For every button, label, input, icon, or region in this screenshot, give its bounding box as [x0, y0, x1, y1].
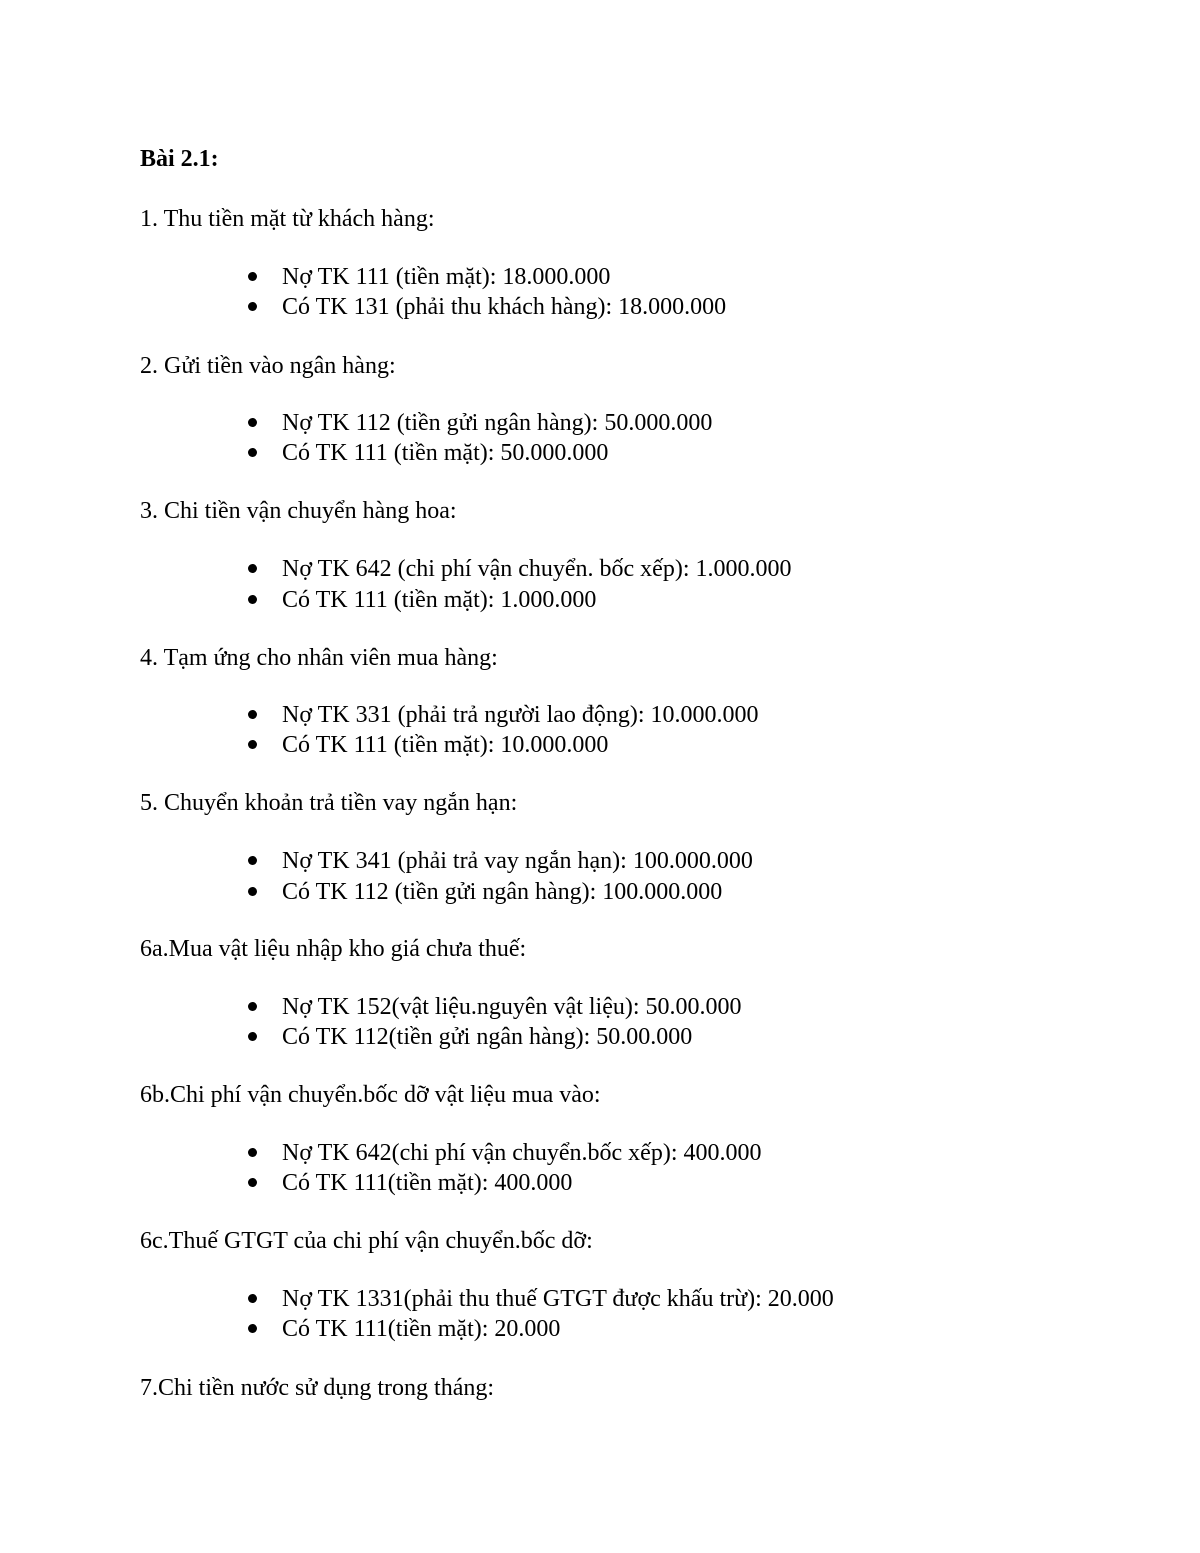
section-heading-1: 1. Thu tiền mặt từ khách hàng:	[140, 206, 435, 232]
entry-debit: Nợ TK 341 (phải trả vay ngắn hạn): 100.000.000	[282, 848, 753, 874]
bullet-icon	[248, 302, 257, 311]
section-heading-6b: 6b.Chi phí vận chuyển.bốc dỡ vật liệu mua vào:	[140, 1082, 601, 1108]
section-heading-5: 5. Chuyển khoản trả tiền vay ngắn hạn:	[140, 790, 518, 816]
bullet-icon	[248, 887, 257, 896]
entry-credit: Có TK 112(tiền gửi ngân hàng): 50.00.000	[282, 1024, 693, 1050]
section-heading-6c: 6c.Thuế GTGT của chi phí vận chuyển.bốc dỡ:	[140, 1228, 593, 1254]
entry-credit: Có TK 111 (tiền mặt): 10.000.000	[282, 732, 609, 758]
section-heading-3: 3. Chi tiền vận chuyển hàng hoa:	[140, 498, 457, 524]
section-heading-2: 2. Gửi tiền vào ngân hàng:	[140, 353, 396, 379]
entry-debit: Nợ TK 112 (tiền gửi ngân hàng): 50.000.000	[282, 410, 713, 436]
bullet-icon	[248, 448, 257, 457]
entry-debit: Nợ TK 111 (tiền mặt): 18.000.000	[282, 264, 611, 290]
bullet-icon	[248, 564, 257, 573]
entry-credit: Có TK 112 (tiền gửi ngân hàng): 100.000.000	[282, 879, 723, 905]
entry-debit: Nợ TK 331 (phải trả người lao động): 10.000.000	[282, 702, 759, 728]
entry-debit: Nợ TK 642 (chi phí vận chuyển. bốc xếp): 1.000.000	[282, 556, 792, 582]
bullet-icon	[248, 1032, 257, 1041]
section-heading-7: 7.Chi tiền nước sử dụng trong tháng:	[140, 1375, 495, 1401]
entry-credit: Có TK 111 (tiền mặt): 50.000.000	[282, 440, 609, 466]
entry-credit: Có TK 111(tiền mặt): 400.000	[282, 1170, 573, 1196]
section-heading-6a: 6a.Mua vật liệu nhập kho giá chưa thuế:	[140, 936, 527, 962]
bullet-icon	[248, 272, 257, 281]
document-title: Bài 2.1:	[140, 146, 219, 172]
entry-debit: Nợ TK 152(vật liệu.nguyên vật liệu): 50.00.000	[282, 994, 742, 1020]
bullet-icon	[248, 1148, 257, 1157]
entry-credit: Có TK 111(tiền mặt): 20.000	[282, 1316, 561, 1342]
bullet-icon	[248, 710, 257, 719]
bullet-icon	[248, 856, 257, 865]
entry-debit: Nợ TK 1331(phải thu thuế GTGT được khấu trừ): 20.000	[282, 1286, 834, 1312]
bullet-icon	[248, 595, 257, 604]
bullet-icon	[248, 1294, 257, 1303]
bullet-icon	[248, 1002, 257, 1011]
entry-credit: Có TK 131 (phải thu khách hàng): 18.000.000	[282, 294, 727, 320]
section-heading-4: 4. Tạm ứng cho nhân viên mua hàng:	[140, 645, 498, 671]
entry-credit: Có TK 111 (tiền mặt): 1.000.000	[282, 587, 597, 613]
bullet-icon	[248, 1178, 257, 1187]
bullet-icon	[248, 418, 257, 427]
bullet-icon	[248, 1324, 257, 1333]
bullet-icon	[248, 740, 257, 749]
entry-debit: Nợ TK 642(chi phí vận chuyển.bốc xếp): 400.000	[282, 1140, 762, 1166]
